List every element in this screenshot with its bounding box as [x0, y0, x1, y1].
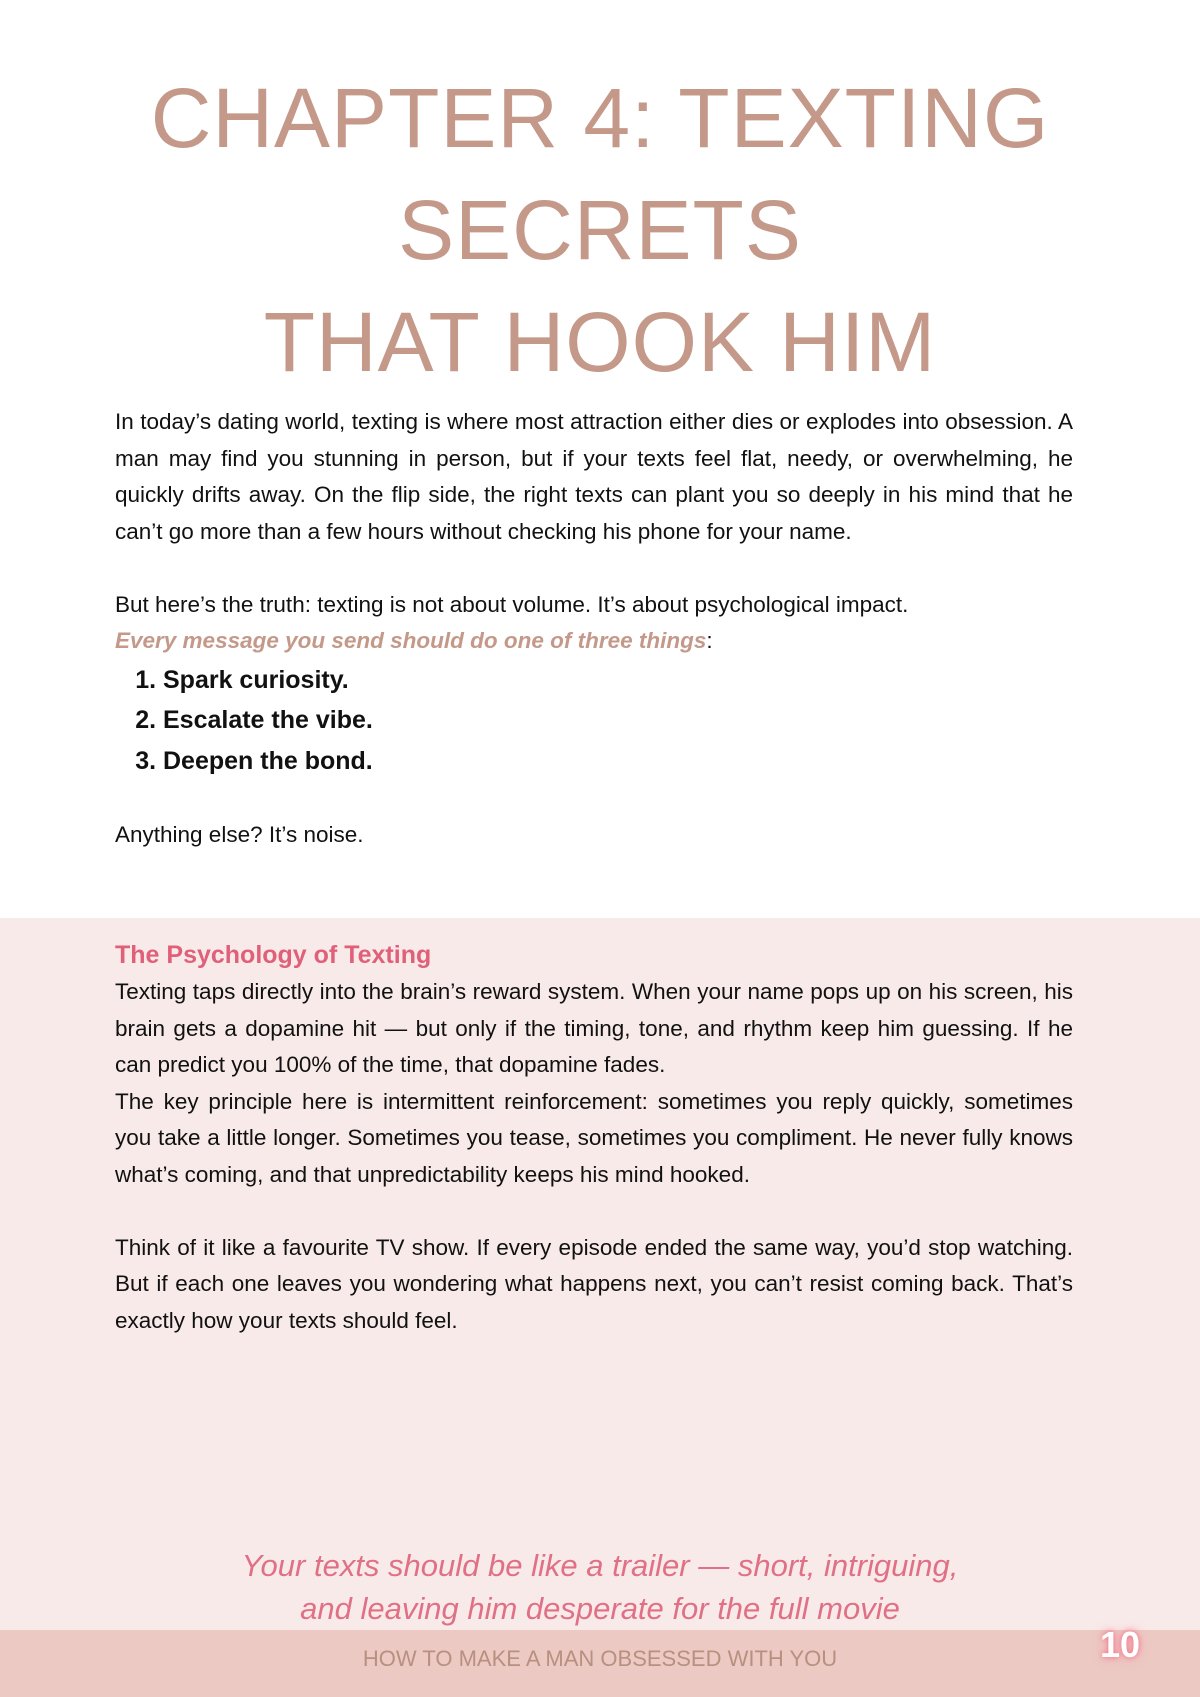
emphasis-line [115, 623, 1073, 660]
psychology-section [115, 936, 1073, 1339]
intro-paragraph-2: But here’s the truth: texting is not about volume. It’s about psychological impact. [115, 591, 909, 617]
section-paragraph-1: Texting taps directly into the brain’s reward system. When your name pops up on his screen, his brain gets a dopamine hit — but only if the timing, tone, and rhythm keep him guessing. If he can predict you 100% of the time, that dopamine fades. [115, 979, 1073, 1077]
quote-line-2: and leaving him desperate for the full movie [300, 1591, 900, 1626]
closing-line: Anything else? It’s noise. [115, 822, 364, 847]
title-line-1: CHAPTER 4: TEXTING SECRETS [150, 71, 1050, 277]
emphasis-suffix: : [706, 628, 713, 653]
title-line-2: THAT HOOK HIM [263, 295, 937, 389]
chapter-title [0, 62, 1200, 398]
footer-book-title: HOW TO MAKE A MAN OBSESSED WITH YOU [362, 1646, 838, 1671]
section-paragraph-3: Think of it like a favourite TV show. If every episode ended the same way, you’d stop watching. But if each one leaves you wondering what happens next, you can’t resist coming back. That’s exactly how your texts should feel. [115, 1234, 1073, 1333]
list-item: 2. Escalate the vibe. [163, 700, 1073, 741]
emphasis-text: Every message you send should do one of three things [115, 628, 707, 653]
three-things-list [115, 660, 1073, 782]
section-heading: The Psychology of Texting [115, 941, 432, 969]
page-number: 10 [1099, 1624, 1141, 1665]
intro-paragraph-1: In today’s dating world, texting is where most attraction either dies or explodes into obsession. A man may find you stunning in person, but if your texts feel flat, needy, or overwhelming, he quickly drifts away. On the flip side, the right texts can plant you so deeply in his mind that he can’t go more than a few hours without checking his phone for your name. [115, 409, 1073, 544]
section-paragraph-2: The key principle here is intermittent reinforcement: sometimes you reply quickly, sometimes you take a little longer. Sometimes you tease, sometimes you compliment. He never fully knows what’s coming, and that unpredictability keeps his mind hooked. [115, 1088, 1073, 1187]
list-item: 3. Deepen the bond. [163, 741, 1073, 782]
quote-line-1: Your texts should be like a trailer — short, intriguing, [241, 1548, 959, 1583]
list-item: 1. Spark curiosity. [163, 660, 1073, 701]
pull-quote [0, 1544, 1200, 1630]
intro-section [115, 404, 1073, 854]
